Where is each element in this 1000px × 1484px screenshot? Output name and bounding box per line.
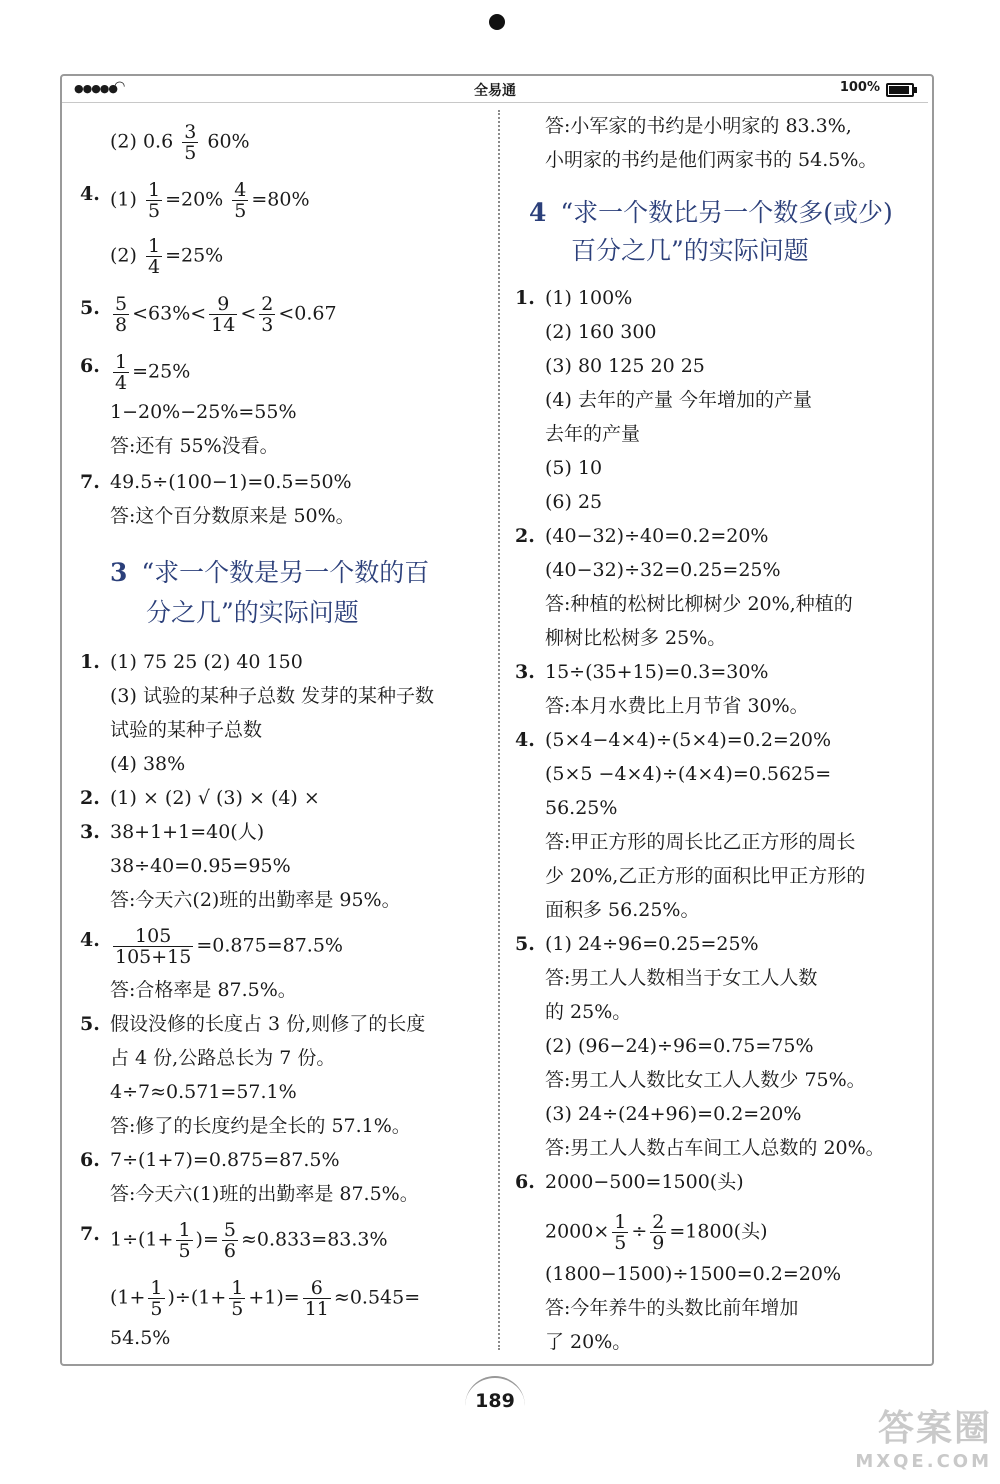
battery-icon bbox=[886, 83, 914, 97]
wifi-icon: ◠ bbox=[114, 79, 126, 94]
section-4-title-line2: 百分之几”的实际问题 bbox=[571, 236, 809, 265]
watermark-logo: 答案圈 bbox=[877, 1408, 992, 1449]
signal-icon: ●●●●● bbox=[74, 82, 117, 95]
page-number: 189 bbox=[465, 1376, 525, 1412]
battery-percent: 100% bbox=[839, 80, 880, 95]
section-3-title-line2: 分之几”的实际问题 bbox=[146, 598, 359, 627]
section-3-title: 3 “求一个数是另一个数的百 bbox=[110, 558, 430, 587]
watermark-url: MXQE.COM bbox=[855, 1451, 992, 1472]
app-title: 全易通 bbox=[474, 83, 516, 99]
section-4-title: 4 “求一个数比另一个数多(或少) bbox=[529, 198, 893, 227]
top-dot bbox=[489, 14, 505, 30]
status-bar bbox=[62, 76, 928, 103]
column-divider bbox=[498, 110, 500, 1350]
watermark bbox=[812, 1400, 992, 1472]
